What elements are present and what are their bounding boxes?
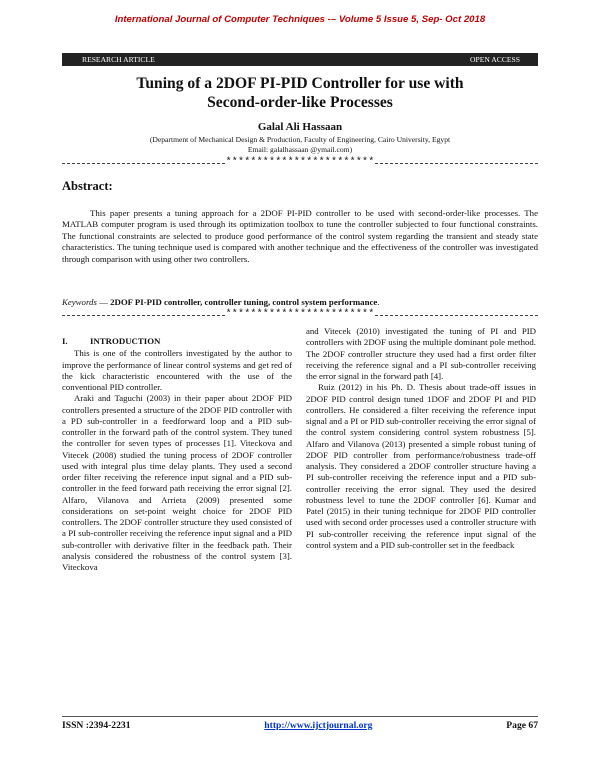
divider-dash-left bbox=[62, 163, 225, 164]
divider-bottom bbox=[62, 308, 538, 321]
footer-page-number: Page 67 bbox=[506, 720, 538, 731]
divider-stars: ************************ bbox=[225, 157, 375, 168]
paper-title bbox=[62, 74, 538, 112]
abstract-text: This paper presents a tuning approach for a 2DOF PI-PID controller to be used with second-order-like processes. The MATLAB computer program is used through its optimization toolbox to tune the controller subjected to four functional constraints. The functional constraints are selected to produce good performance of the control system regarding the transient and steady state characteristics. The tuning technique used is compared with another technique and the effectiveness of the controller was investigated through comparison with using other two controllers. bbox=[62, 208, 538, 264]
article-type-label: RESEARCH ARTICLE bbox=[82, 55, 155, 64]
divider-top bbox=[62, 156, 538, 169]
title-line-1: Tuning of a 2DOF PI-PID Controller for use with bbox=[136, 75, 464, 92]
right-paragraph-2: Ruiz (2012) in his Ph. D. Thesis about trade-off issues in 2DOF PID control design tuned 1DOF and 2DOF PI and PID controllers. He considered a filter receiving the reference input signal and a PI or PID sub-controller receiving the error signal of the control system considering control system robustness [5]. Alfaro and Vilanova (2013) presented a simple robust tuning of 2DOF PID controller from performance/robustness trade-off analysis. They considered a 2DOF controller structure having a PI sub-controller receiving the reference input and a PID sub-controller receiving the error signal. They used the desired robustness level to tune the 2DOF controller [6]. Kumar and Patel (2015) in their tuning technique for 2DOF PID controller used with second order processes used a controller structure with PI sub-controller receiving the reference input signal of the control system and a PID sub-controller set in the feedback bbox=[306, 382, 536, 550]
author-email: Email: galalhassaan @ymail.com) bbox=[247, 144, 353, 154]
left-column bbox=[62, 326, 292, 573]
section-number: I. bbox=[62, 336, 68, 346]
footer-journal-link[interactable]: http://www.ijctjournal.org bbox=[264, 720, 373, 731]
section-title: INTRODUCTION bbox=[90, 336, 161, 346]
keywords-text: 2DOF PI-PID controller, controller tuning, control system performance bbox=[110, 297, 378, 307]
divider-dash-right bbox=[375, 315, 538, 316]
section-heading-introduction bbox=[62, 336, 292, 347]
title-line-2: Second-order-like Processes bbox=[207, 94, 393, 111]
right-paragraph-1: and Vitecek (2010) investigated the tuning of PI and PID controllers with 2DOF using the multiple dominant pole method. The 2DOF controller structure they used had a first order filter receiving the reference signal and a PI sub-controller receiving the error signal in the forward path [4]. bbox=[306, 326, 536, 381]
affiliation-block bbox=[62, 135, 538, 154]
keywords-line bbox=[62, 297, 538, 307]
divider-dash-right bbox=[375, 163, 538, 164]
left-paragraph-1: This is one of the controllers investigated by the author to improve the performance of linear control systems and get red of the kick characteristic encountered with the use of the conventional PID controller. bbox=[62, 348, 292, 392]
article-type-bar bbox=[62, 53, 538, 66]
keywords-label: Keywords bbox=[62, 297, 97, 307]
divider-dash-left bbox=[62, 315, 225, 316]
left-paragraph-2: Araki and Taguchi (2003) in their paper about 2DOF PID controllers presented a structure of the 2DOF PID controller with a PD sub-controller in a feedforward loop and a PID sub-controller in the forward path of the control system. They tuned the controller for seven types of processes [1]. Viteckova and Vitecek (2008) studied the tuning process of 2DOF controller used with integral plus time delay plants. They used a second order filter receiving the reference input signal and a PID sub-controller in the feed forward path receiving the error signal [2]. Alfaro, Vilanova and Arrieta (2009) presented some considerations on set-point weight choice for 2DOF PID controllers. The 2DOF controller structure they used consisted of a PI sub-controller receiving the reference input signal and a PID sub-controller with derivative filter in the feedback path. Their analysis considered the robustness of the control system [3]. Viteckova bbox=[62, 393, 292, 572]
abstract-heading: Abstract: bbox=[62, 179, 113, 193]
journal-header: International Journal of Computer Techniques -– Volume 5 Issue 5, Sep- Oct 2018 bbox=[114, 14, 486, 25]
keywords-separator: — bbox=[96, 297, 111, 307]
footer-rule bbox=[62, 716, 538, 717]
affiliation: (Department of Mechanical Design & Production, Faculty of Engineering, Cairo University, Egypt bbox=[149, 135, 451, 144]
divider-stars: ************************ bbox=[225, 309, 375, 320]
footer-issn: ISSN :2394-2231 bbox=[62, 720, 131, 731]
right-column bbox=[306, 326, 536, 551]
access-label: OPEN ACCESS bbox=[469, 55, 520, 64]
keywords-end: . bbox=[377, 297, 380, 307]
author-name: Galal Ali Hassaan bbox=[257, 121, 343, 133]
page-footer bbox=[62, 720, 538, 734]
